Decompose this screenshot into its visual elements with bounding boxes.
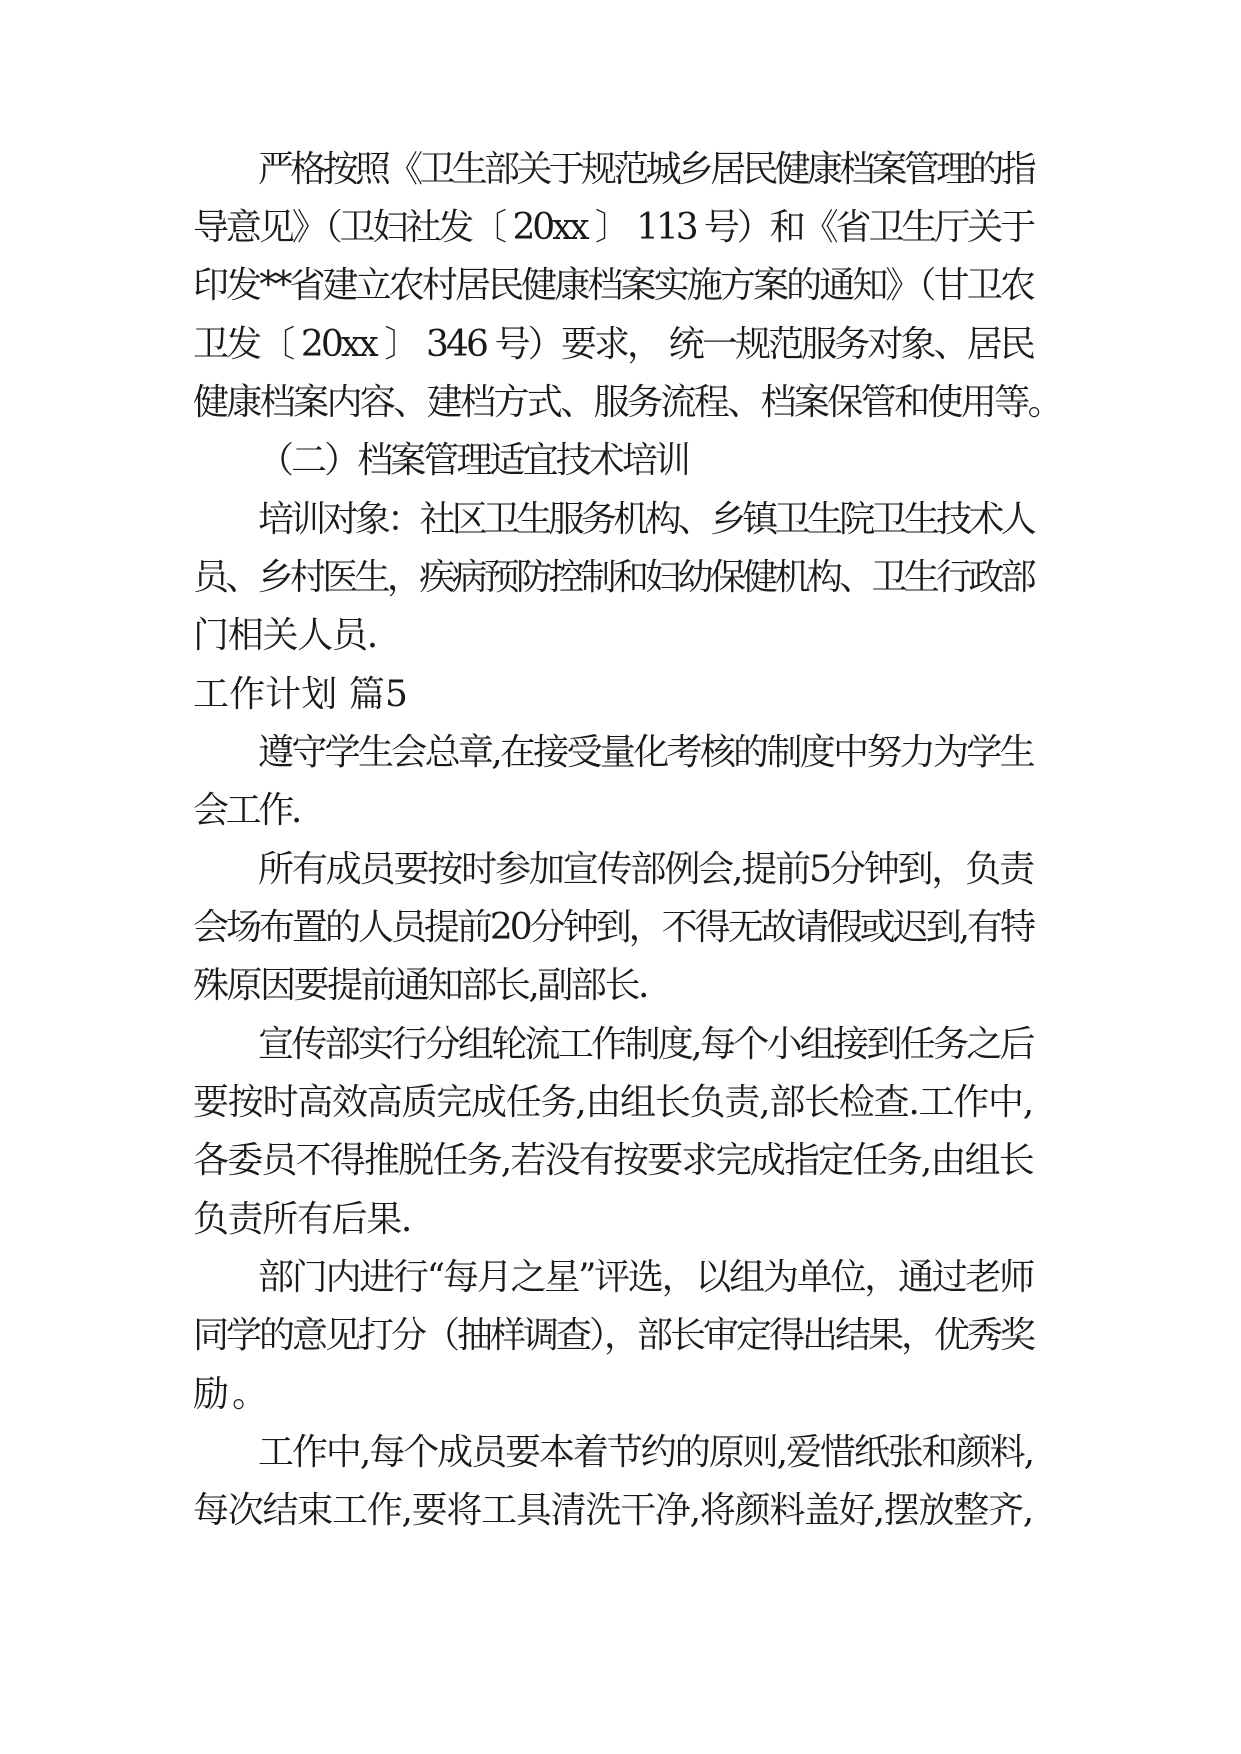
text-line: 要按时高效高质完成任务,由组长负责,部长检查.工作中,: [193, 1082, 1033, 1123]
text-line: 会工作.: [193, 790, 299, 831]
text-line: 培训对象：社区卫生服务机构、乡镇卫生院卫生技术人: [258, 499, 1033, 540]
text-line: 负责所有后果.: [193, 1199, 411, 1240]
article-heading: 工作计划 篇5: [193, 674, 408, 715]
text-line: 所有成员要按时参加宣传部例会,提前5分钟到，负责: [258, 849, 1033, 890]
text-line: 同学的意见打分（抽样调查），部长审定得出结果，优秀奖: [193, 1315, 1033, 1356]
text-line: 员、乡村医生，疾病预防控制和妇幼保健机构、卫生行政部: [193, 557, 1033, 598]
text-line: 工作中,每个成员要本着节约的原则,爱惜纸张和颜料,: [258, 1432, 1033, 1473]
text-line: 每次结束工作,要将工具清洗干净,将颜料盖好,摆放整齐,: [193, 1490, 1033, 1531]
text-line: 门相关人员.: [193, 615, 377, 656]
text-line: 宣传部实行分组轮流工作制度,每个小组接到任务之后: [258, 1024, 1033, 1065]
text-line: 部门内进行“每月之星”评选，以组为单位，通过老师: [258, 1257, 1033, 1298]
text-line: 各委员不得推脱任务,若没有按要求完成指定任务,由组长: [193, 1140, 1033, 1181]
text-line: 遵守学生会总章,在接受量化考核的制度中努力为学生: [258, 732, 1033, 773]
text-line: 导意见》（卫妇社发〔 20xx 〕 113 号）和《省卫生厅关于: [193, 207, 1033, 248]
text-line: 会场布置的人员提前20分钟到，不得无故请假或迟到,有特: [193, 907, 1033, 948]
text-line: 殊原因要提前通知部长,副部长.: [193, 965, 647, 1006]
text-line: 健康档案内容、建档方式、服务流程、档案保管和使用等。: [193, 382, 1061, 423]
section-heading: （二）档案管理适宜技术培训: [258, 440, 688, 481]
text-line: 励。: [193, 1374, 271, 1415]
text-line: 印发**省建立农村居民健康档案实施方案的通知》（甘卫农: [193, 265, 1033, 306]
text-line: 严格按照《卫生部关于规范城乡居民健康档案管理的指: [258, 149, 1033, 190]
text-line: 卫发〔 20xx 〕 346 号）要求， 统一规范服务对象、居民: [193, 324, 1033, 365]
